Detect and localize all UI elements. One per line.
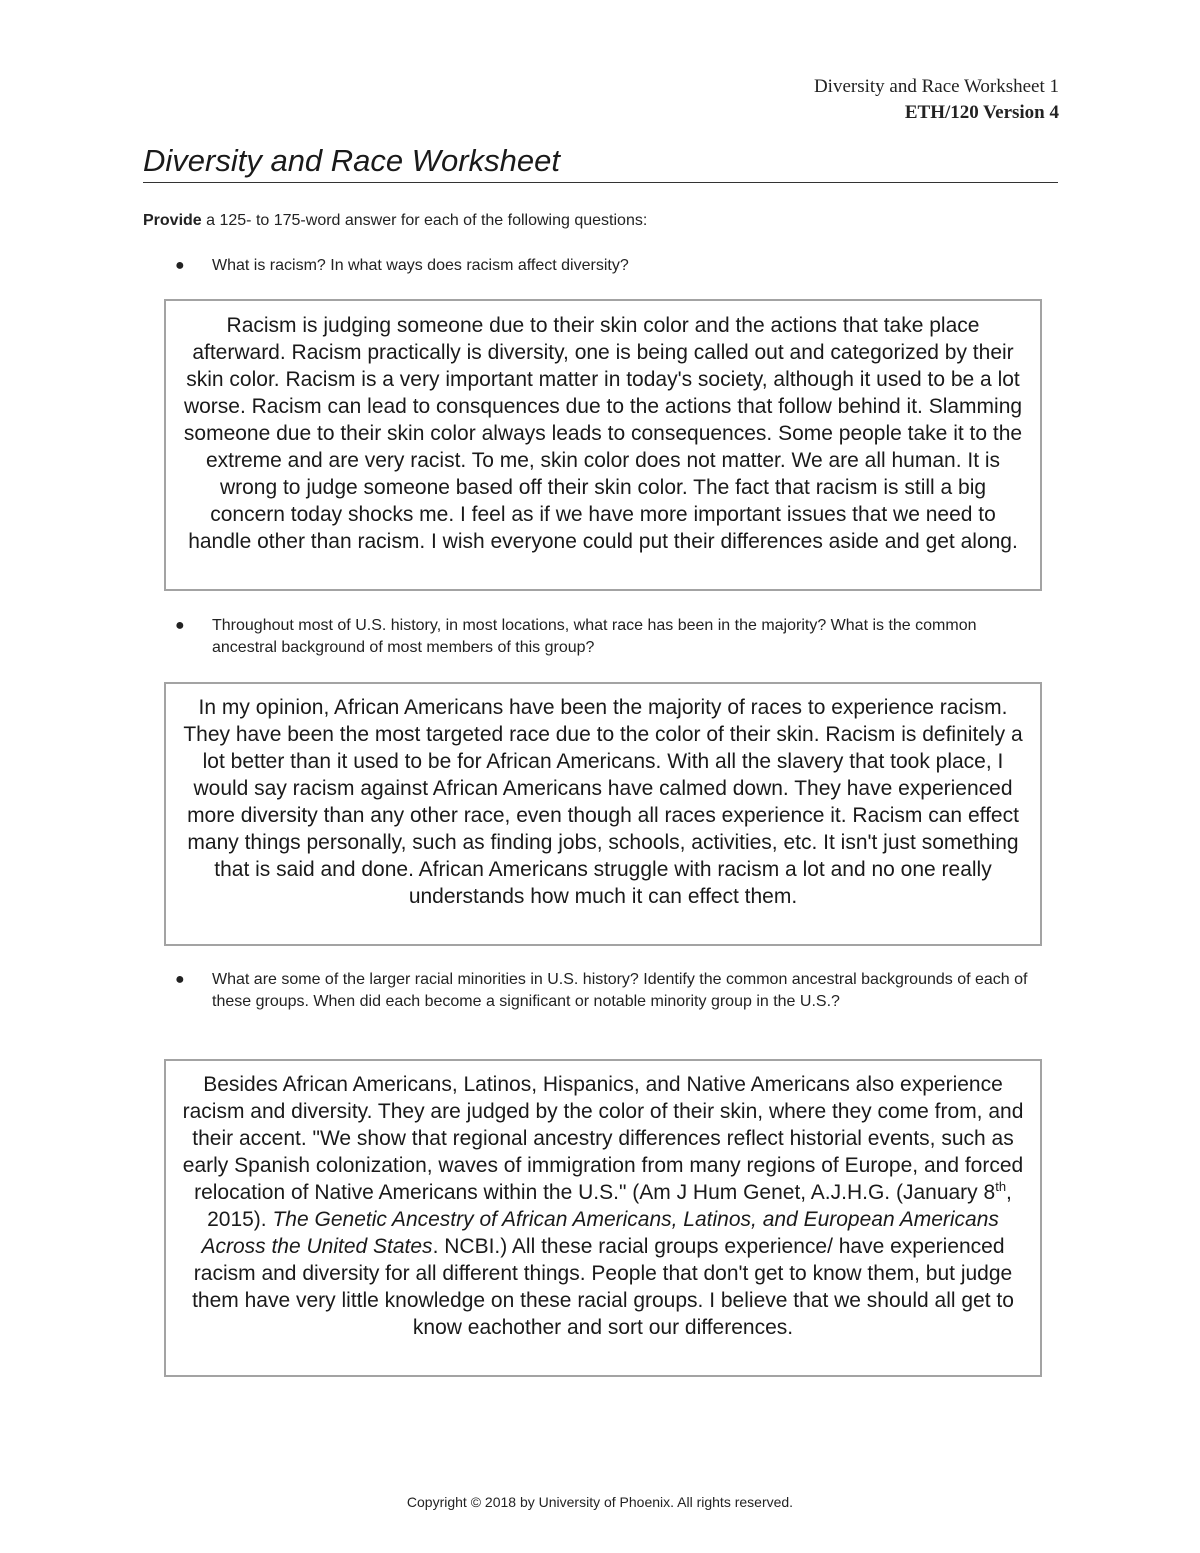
answer-3-text-part1: Besides African Americans, Latinos, Hispanics, and Native Americans also experience racism and diversity. They are judged by the color of their skin, where they come from, and their accent. "We show that regional ancestry differences reflect historial events, such as early Spanish colonization, waves of immigration from many regions of Europe, and forced relocation of Native Americans within the U.S." (Am J Hum Genet, A.J.H.G. (January 8 — [182, 1073, 1024, 1204]
copyright-footer: Copyright © 2018 by University of Phoenix. All rights reserved. — [406, 1494, 794, 1510]
answer-1-text: Racism is judging someone due to their skin color and the actions that take place afterward. Racism practically is diversity, one is being called out and categorized by their skin color. Racism is a very important matter in today's society, although it used to be a lot worse. Racism can lead to consquences due to the actions that follow behind it. Slamming someone due to their skin color always leads to consequences. Some people take it to the extreme and are very racist. To me, skin color does not matter. We are all human. It is wrong to judge someone based off their skin color. The fact that racism is still a big concern today shocks me. I feel as if we have more important issues that we need to handle other than racism. I wish everyone could put their differences aside and get along. — [183, 314, 1023, 553]
answer-3-sup: th — [995, 1179, 1007, 1194]
bullet-icon: ● — [175, 257, 185, 274]
page-title: Diversity and Race Worksheet — [143, 140, 1058, 183]
question-1 — [175, 255, 1045, 277]
answer-box-3[interactable] — [164, 1059, 1042, 1377]
page-header — [814, 74, 1059, 126]
question-3-text: What are some of the larger racial minorities in U.S. history? Identify the common ancestral backgrounds of each of these groups. When did each become a significant or notable minority group in the U.S.? — [212, 971, 1028, 1010]
instructions-text: a 125- to 175-word answer for each of the following questions: — [201, 212, 648, 229]
question-2 — [175, 615, 1045, 659]
running-title: Diversity and Race Worksheet 1 — [813, 76, 1059, 97]
answer-3-text-part2: , 2015). — [207, 1181, 1012, 1231]
bullet-icon: ● — [175, 971, 185, 988]
answer-box-2[interactable] — [164, 682, 1042, 946]
answer-box-1[interactable] — [164, 299, 1042, 591]
answer-2-text: In my opinion, African Americans have been the majority of races to experience racism. They have been the most targeted race due to the color of their skin. Racism is definitely a lot better than it used to be for African Americans. With all the slavery that took place, I would say racism against African Americans have calmed down. They have experienced more diversity than any other race, even though all races experience it. Racism can effect many things personally, such as finding jobs, schools, activities, etc. It isn't just something that is said and done. African Americans struggle with racism a lot and no one really understands how much it can effect them. — [183, 696, 1023, 908]
instructions-lead: Provide — [143, 212, 202, 229]
answer-3-text-part3: . NCBI.) All these racial groups experience/ have experienced racism and diversity for all different things. People that don't get to know them, but judge them have very little knowledge on these racial groups. I believe that we should all get to know eachother and sort our differences. — [192, 1235, 1014, 1339]
course-code: ETH/120 Version 4 — [904, 102, 1059, 123]
bullet-icon: ● — [175, 617, 185, 634]
question-2-text: Throughout most of U.S. history, in most locations, what race has been in the majority? What is the common ancestral background of most members of this group? — [212, 617, 977, 656]
answer-3-citation-title: The Genetic Ancestry of African Americans, Latinos, and European Americans Across the United States — [201, 1208, 999, 1258]
instructions — [143, 210, 1058, 232]
question-3 — [175, 969, 1045, 1013]
question-1-text: What is racism? In what ways does racism affect diversity? — [212, 257, 629, 274]
